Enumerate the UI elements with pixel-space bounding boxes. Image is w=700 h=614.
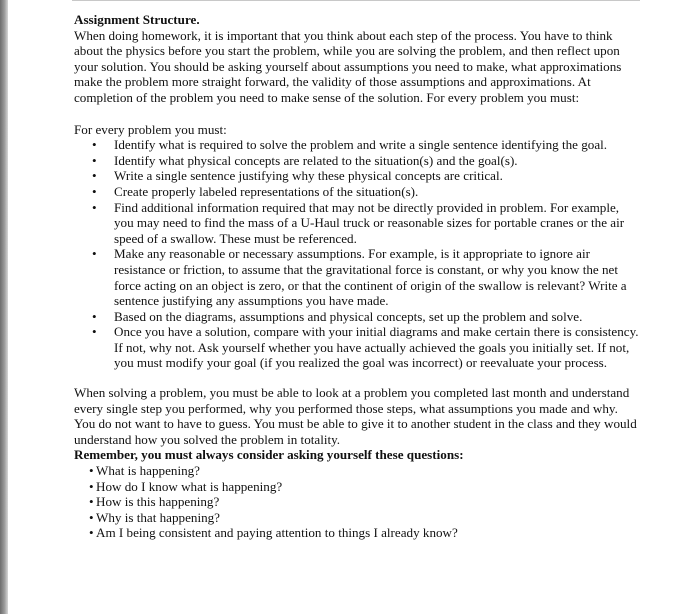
list-item <box>74 168 640 184</box>
bullet-icon: • <box>89 509 94 525</box>
question-text: How do I know what is happening? <box>96 478 283 494</box>
bullet-icon: • <box>89 463 94 479</box>
questions-list <box>74 463 640 541</box>
step-text: Make any reasonable or necessary assumptions. For example, is it appropriate to ignore air resistance or friction, to assume that the gravitational force is constant, or why you know the net force acting on an object is zero, or that the continent of origin of the swallow is relevant? Write a sentence justifying any assumptions you have made. <box>114 246 627 309</box>
bullet-icon: • <box>89 494 94 510</box>
step-text: Find additional information required that may not be directly provided in problem. For example, you may need to find the mass of a U-Haul truck or reasonable sizes for portable cranes or the air speed of a swallow. These must be referenced. <box>114 199 625 246</box>
bullet-icon: • <box>89 525 94 541</box>
page-title: Assignment Structure. <box>74 12 200 27</box>
question-item <box>74 510 640 526</box>
question-item <box>74 479 640 495</box>
bullet-icon: • <box>89 478 94 494</box>
step-text: Identify what physical concepts are related to the situation(s) and the goal(s). <box>114 152 518 168</box>
step-text: Based on the diagrams, assumptions and physical concepts, set up the problem and solve. <box>114 308 583 324</box>
question-item <box>74 463 640 479</box>
bullet-icon: • <box>92 183 97 199</box>
closing-paragraph: When solving a problem, you must be able to look at a problem you completed last month and understand every single step you performed, why you performed those steps, what assumptions you made and why. You do not want to have to guess. You must be able to give it to another student in the class and they would understand how you solved the problem in totality. <box>74 385 637 447</box>
list-item <box>74 309 640 325</box>
top-divider <box>72 0 640 1</box>
list-item <box>74 246 640 308</box>
question-text: Why is that happening? <box>96 509 220 525</box>
intro-paragraph: When doing homework, it is important that you think about each step of the process. You have to think about the physics before you start the problem, while you are solving the problem, and then reflect upon your solution. You should be asking yourself about assumptions you need to make, what approximations make the problem more straight forward, the validity of those assumptions and approximations. At completion of the problem you need to make sense of the solution. For every problem you must: <box>74 27 622 105</box>
page-edge-shadow <box>0 0 8 614</box>
paragraph-spacer <box>74 106 640 122</box>
bullet-icon: • <box>92 152 97 168</box>
step-text: Once you have a solution, compare with your initial diagrams and make certain there is consistency. If not, why not. Ask yourself whether you have actually achieved the goals you initially set. If not, you must modify your goal (if you realized the goal was incorrect) or reevaluate your process. <box>114 324 639 371</box>
bullet-icon: • <box>92 308 97 324</box>
step-text: Identify what is required to solve the problem and write a single sentence identifying the goal. <box>114 137 608 153</box>
bullet-icon: • <box>92 168 97 184</box>
question-item <box>74 494 640 510</box>
list-item <box>74 184 640 200</box>
step-text: Create properly labeled representations of the situation(s). <box>114 183 419 199</box>
list-item <box>74 324 640 371</box>
bullet-icon: • <box>92 137 97 153</box>
list-item <box>74 153 640 169</box>
list-intro: For every problem you must: <box>74 121 227 137</box>
steps-list <box>74 137 640 371</box>
question-text: What is happening? <box>96 463 200 479</box>
question-item <box>74 525 640 541</box>
list-item <box>74 137 640 153</box>
document-body <box>74 12 640 541</box>
bullet-icon: • <box>92 199 97 215</box>
question-text: How is this happening? <box>96 494 220 510</box>
bullet-icon: • <box>92 324 97 340</box>
list-item <box>74 200 640 247</box>
question-text: Am I being consistent and paying attention to things I already know? <box>96 525 458 541</box>
bullet-icon: • <box>92 246 97 262</box>
step-text: Write a single sentence justifying why these physical concepts are critical. <box>114 168 503 184</box>
remember-heading: Remember, you must always consider asking yourself these questions: <box>74 447 464 463</box>
